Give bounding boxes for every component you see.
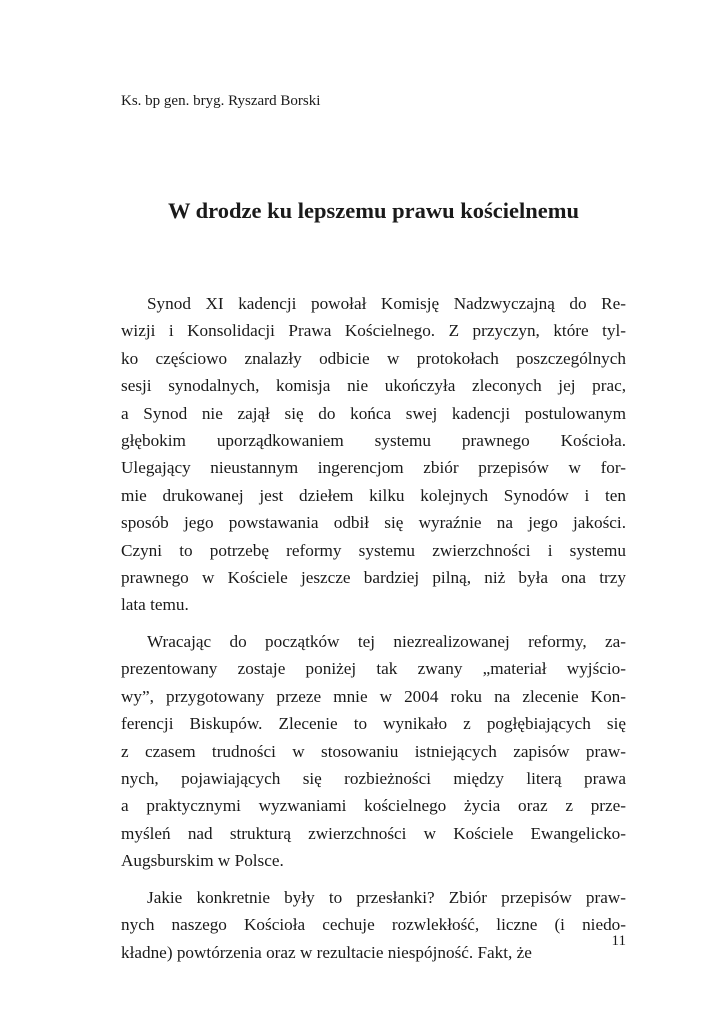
- text-line: nych naszego Kościoła cechuje rozwlekłość, liczne (i niedo-: [121, 915, 626, 935]
- text-line: sposób jego powstawania odbił się wyraźnie na jego jakości.: [121, 513, 626, 533]
- text-line: a praktycznymi wyzwaniami kościelnego życia oraz z prze-: [121, 796, 626, 816]
- text-line: ferencji Biskupów. Zlecenie to wynikało z pogłębiających się: [121, 714, 626, 734]
- running-header-author: Ks. bp gen. bryg. Ryszard Borski: [121, 93, 321, 109]
- text-line: mie drukowanej jest dziełem kilku kolejnych Synodów i ten: [121, 485, 626, 505]
- paragraph: [121, 290, 626, 619]
- text-line: a Synod nie zajął się do końca swej kadencji postulowanym: [121, 403, 626, 423]
- text-line: Ulegający nieustannym ingerencjom zbiór przepisów w for-: [121, 458, 626, 478]
- page-number: 11: [611, 933, 626, 949]
- text-line: lata temu.: [121, 595, 189, 615]
- text-line: Wracając do początków tej niezrealizowanej reformy, za-: [147, 632, 626, 652]
- text-line: nych, pojawiających się rozbieżności między literą prawa: [121, 769, 626, 789]
- text-line: z czasem trudności w stosowaniu istniejących zapisów praw-: [121, 741, 626, 761]
- text-line: kładne) powtórzenia oraz w rezultacie niespójność. Fakt, że: [121, 942, 532, 962]
- body-text: [121, 290, 626, 976]
- text-line: Czyni to potrzebę reformy systemu zwierzchności i systemu: [121, 540, 626, 560]
- text-line: prawnego w Kościele jeszcze bardziej pilną, niż była ona trzy: [121, 567, 626, 587]
- paragraph: [121, 628, 626, 875]
- text-line: wy”, przygotowany przeze mnie w 2004 roku na zlecenie Kon-: [121, 686, 626, 706]
- text-line: Synod XI kadencji powołał Komisję Nadzwyczajną do Re-: [147, 294, 626, 313]
- text-line: Jakie konkretnie były to przesłanki? Zbiór przepisów praw-: [147, 887, 626, 907]
- chapter-title: W drodze ku lepszemu prawu kościelnemu: [167, 198, 580, 223]
- text-line: wizji i Konsolidacji Prawa Kościelnego. Z przyczyn, które tyl-: [121, 321, 626, 341]
- text-line: Augsburskim w Polsce.: [121, 851, 284, 871]
- text-line: myśleń nad strukturą zwierzchności w Kościele Ewangelicko-: [121, 823, 626, 843]
- text-line: sesji synodalnych, komisja nie ukończyła zleconych jej prac,: [121, 376, 626, 396]
- text-line: głębokim uporządkowaniem systemu prawnego Kościoła.: [121, 430, 626, 450]
- paragraph: [121, 884, 626, 966]
- text-line: ko częściowo znalazły odbicie w protokołach poszczególnych: [121, 348, 626, 368]
- text-line: prezentowany zostaje poniżej tak zwany „materiał wyjścio-: [121, 659, 626, 679]
